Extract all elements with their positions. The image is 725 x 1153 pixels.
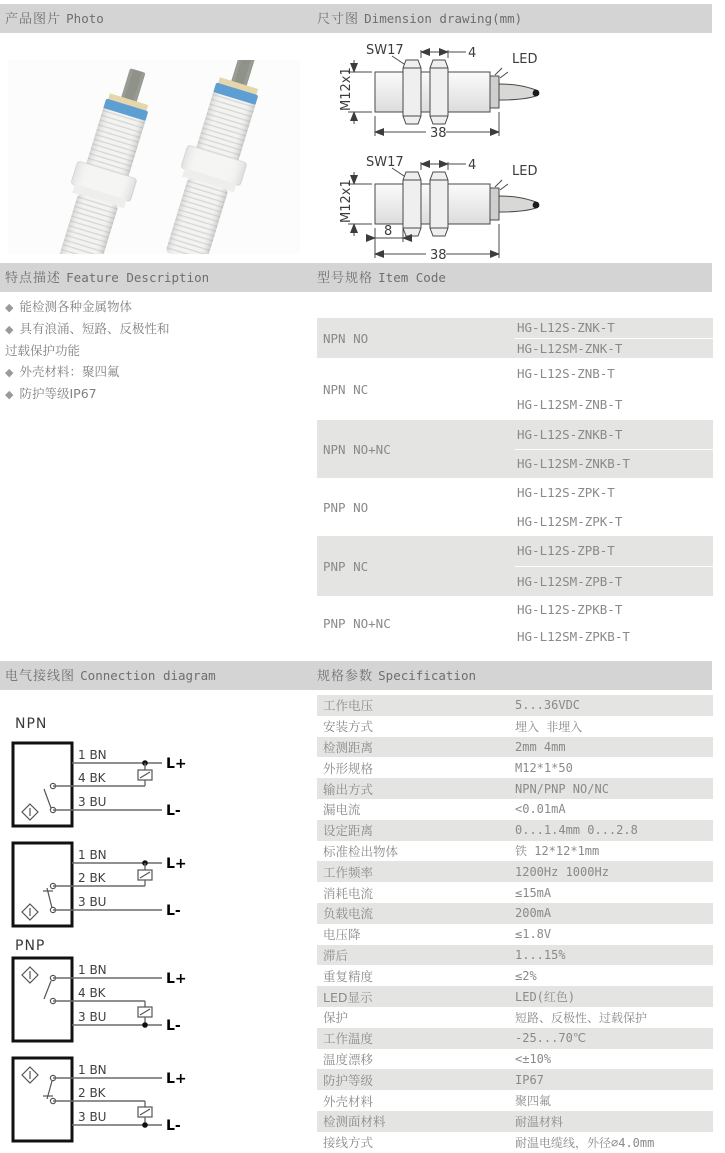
spec-label: 工作温度 bbox=[323, 1031, 374, 1047]
wire-label-2bk: 2 BK bbox=[78, 871, 106, 885]
specification-header-en: Specification bbox=[378, 668, 476, 683]
specification-header bbox=[317, 661, 476, 691]
spec-row bbox=[317, 1028, 713, 1049]
spec-row bbox=[317, 799, 713, 820]
l-plus-label: L+ bbox=[166, 971, 187, 987]
photo-header bbox=[5, 4, 104, 34]
spec-row bbox=[317, 1049, 713, 1070]
spec-row bbox=[317, 716, 713, 737]
spec-label: 外形规格 bbox=[323, 760, 374, 776]
spec-label: 重复精度 bbox=[323, 968, 374, 984]
item-code-row bbox=[317, 358, 713, 420]
item-code: HG-L12S-ZPB-T bbox=[517, 543, 615, 559]
feature-header-en: Feature Description bbox=[66, 270, 210, 285]
led-label-2: LED bbox=[512, 164, 538, 179]
item-code: HG-L12S-ZNB-T bbox=[517, 366, 615, 381]
diamond-bullet-icon: ◆ bbox=[5, 301, 14, 314]
spec-row bbox=[317, 841, 713, 862]
item-code: HG-L12SM-ZNK-T bbox=[515, 338, 713, 359]
pnp-nc-diagram bbox=[6, 1055, 196, 1147]
pnp-no-diagram bbox=[6, 955, 196, 1047]
feature-text: 防护等级IP67 bbox=[19, 386, 97, 401]
feature-header bbox=[5, 263, 209, 293]
spec-value: 耐温电缆线，外径∅4.0mm bbox=[515, 1135, 655, 1150]
spec-value: 铁 12*12*1mm bbox=[515, 844, 600, 859]
item-code-table bbox=[317, 318, 713, 650]
wire-label-2bk: 2 BK bbox=[78, 1086, 106, 1100]
connection-header-en: Connection diagram bbox=[80, 668, 216, 683]
wire-label-1bn: 1 BN bbox=[78, 748, 107, 762]
item-code-row bbox=[317, 420, 713, 478]
item-code: HG-L12S-ZNK-T bbox=[517, 320, 615, 336]
item-code-row bbox=[317, 478, 713, 536]
spec-row bbox=[317, 737, 713, 758]
spec-label: 负载电流 bbox=[323, 906, 374, 922]
spec-row bbox=[317, 1111, 713, 1132]
feature-item bbox=[5, 296, 305, 318]
spec-value: 短路、反极性、过载保护 bbox=[515, 1010, 648, 1025]
pnp-section-label: PNP bbox=[15, 938, 46, 954]
output-type: PNP NC bbox=[323, 558, 369, 574]
header-bar-top bbox=[0, 4, 712, 33]
npn-no-diagram bbox=[6, 740, 196, 832]
feature-item bbox=[5, 318, 305, 340]
spec-value: -25...70℃ bbox=[515, 1031, 587, 1046]
dimension-drawing-graphic bbox=[340, 38, 720, 260]
spec-value: ≤15mA bbox=[515, 885, 552, 900]
spec-label: 检测面材料 bbox=[323, 1114, 386, 1130]
sensor-photo-graphic bbox=[8, 60, 300, 254]
spec-row bbox=[317, 861, 713, 882]
spec-label: LED显示 bbox=[323, 989, 373, 1005]
spec-value: <0.01mA bbox=[515, 802, 566, 817]
length-dim-2: 38 bbox=[430, 248, 447, 260]
spec-label: 漏电流 bbox=[323, 802, 361, 818]
diamond-bullet-icon: ◆ bbox=[5, 323, 14, 336]
item-code: HG-L12SM-ZPK-T bbox=[517, 514, 623, 529]
output-type: NPN NO+NC bbox=[323, 441, 391, 457]
spec-row bbox=[317, 965, 713, 986]
spec-label: 标准检出物体 bbox=[323, 843, 399, 859]
spec-value: 埋入 非埋入 bbox=[515, 719, 583, 734]
spec-row bbox=[317, 695, 713, 716]
nut-width-dim-1: 4 bbox=[468, 46, 477, 61]
feature-item bbox=[5, 361, 305, 383]
item-code-row bbox=[317, 318, 713, 358]
spec-label: 输出方式 bbox=[323, 781, 374, 797]
spec-value: ≤2% bbox=[515, 968, 537, 983]
spec-value: 0...1.4mm 0...2.8 bbox=[515, 823, 638, 838]
dimension-header bbox=[317, 4, 522, 34]
spec-row bbox=[317, 778, 713, 799]
spec-value: 5...36VDC bbox=[515, 698, 581, 713]
item-code-header bbox=[317, 263, 446, 293]
spec-value: ≤1.8V bbox=[515, 927, 552, 942]
led-label-1: LED bbox=[512, 52, 538, 67]
spec-value: 1...15% bbox=[515, 947, 566, 962]
spec-value: 耐温材料 bbox=[515, 1114, 564, 1129]
item-code-row bbox=[317, 596, 713, 650]
wire-label-3bu: 3 BU bbox=[78, 1110, 107, 1124]
l-plus-label: L+ bbox=[166, 1071, 187, 1087]
wire-label-1bn: 1 BN bbox=[78, 848, 107, 862]
product-photo bbox=[8, 60, 300, 254]
diamond-bullet-icon: ◆ bbox=[5, 388, 14, 401]
spec-label: 工作频率 bbox=[323, 864, 374, 880]
item-code-row bbox=[317, 536, 713, 596]
length-dim-1: 38 bbox=[430, 126, 447, 141]
spec-label: 接线方式 bbox=[323, 1135, 374, 1151]
spec-label: 防护等级 bbox=[323, 1072, 374, 1088]
spec-row bbox=[317, 945, 713, 966]
spec-label: 保护 bbox=[323, 1010, 349, 1026]
spec-value: 聚四氟 bbox=[515, 1094, 552, 1109]
spec-row bbox=[317, 882, 713, 903]
sw17-label-2: SW17 bbox=[366, 155, 404, 170]
dimension-drawing-2 bbox=[340, 155, 539, 260]
feature-list bbox=[5, 296, 305, 405]
l-minus-label: L- bbox=[166, 1018, 181, 1034]
spec-label: 电压降 bbox=[323, 927, 361, 943]
spec-row bbox=[317, 1069, 713, 1090]
spec-value: <±10% bbox=[515, 1051, 552, 1066]
dimension-header-zh: 尺寸图 bbox=[317, 12, 360, 27]
wire-label-3bu: 3 BU bbox=[78, 1010, 107, 1024]
l-plus-label: L+ bbox=[166, 856, 187, 872]
feature-item-continuation bbox=[5, 340, 305, 361]
specification-header-zh: 规格参数 bbox=[317, 669, 374, 684]
feature-text: 具有浪涌、短路、反极性和 bbox=[19, 321, 170, 336]
thread-dim-2: M12x1 bbox=[340, 179, 354, 223]
wire-label-3bu: 3 BU bbox=[78, 895, 107, 909]
feature-text: 过载保护功能 bbox=[5, 343, 81, 358]
output-type: PNP NO bbox=[323, 499, 369, 515]
spec-row bbox=[317, 820, 713, 841]
spec-label: 外壳材料 bbox=[323, 1093, 374, 1109]
item-code: HG-L12S-ZNKB-T bbox=[517, 426, 623, 442]
feature-item bbox=[5, 383, 305, 405]
diamond-bullet-icon: ◆ bbox=[5, 366, 14, 379]
spec-row bbox=[317, 924, 713, 945]
wire-label-1bn: 1 BN bbox=[78, 963, 107, 977]
spec-label: 工作电压 bbox=[323, 698, 374, 714]
l-minus-label: L- bbox=[166, 1118, 181, 1134]
thread-dim-1: M12x1 bbox=[340, 67, 354, 111]
connection-header-zh: 电气接线图 bbox=[5, 669, 76, 684]
item-code-header-en: Item Code bbox=[378, 270, 446, 285]
l-minus-label: L- bbox=[166, 903, 181, 919]
spec-value: LED(红色) bbox=[515, 990, 576, 1005]
spec-label: 安装方式 bbox=[323, 719, 374, 735]
dimension-drawing-1 bbox=[340, 43, 539, 141]
spec-label: 消耗电流 bbox=[323, 885, 374, 901]
item-code: HG-L12SM-ZNB-T bbox=[517, 397, 623, 412]
spec-row bbox=[317, 986, 713, 1007]
sw17-label-1: SW17 bbox=[366, 43, 404, 58]
spec-label: 温度漂移 bbox=[323, 1051, 374, 1067]
feature-header-zh: 特点描述 bbox=[5, 271, 62, 286]
item-code: HG-L12SM-ZPB-T bbox=[515, 566, 713, 597]
spec-label: 滞后 bbox=[323, 947, 349, 963]
dimension-drawing bbox=[340, 38, 720, 264]
output-type: PNP NO+NC bbox=[323, 615, 391, 631]
spec-value: 1200Hz 1000Hz bbox=[515, 864, 609, 879]
header-bar-bottom bbox=[0, 661, 712, 690]
npn-nc-diagram bbox=[6, 840, 196, 932]
spec-label: 设定距离 bbox=[323, 823, 374, 839]
spec-row bbox=[317, 1132, 713, 1153]
nut-width-dim-2: 4 bbox=[468, 158, 477, 173]
connection-header bbox=[5, 661, 216, 691]
item-code: HG-L12S-ZPK-T bbox=[517, 485, 615, 500]
spec-value: 200mA bbox=[515, 906, 552, 921]
wire-label-4bk: 4 BK bbox=[78, 986, 106, 1000]
item-code: HG-L12S-ZPKB-T bbox=[517, 602, 623, 617]
item-code: HG-L12SM-ZPKB-T bbox=[517, 629, 630, 644]
photo-header-en: Photo bbox=[66, 11, 104, 26]
feature-text: 外壳材料：聚四氟 bbox=[19, 364, 120, 379]
photo-header-zh: 产品图片 bbox=[5, 12, 62, 27]
specification-table bbox=[317, 695, 713, 1153]
feature-text: 能检测各种金属物体 bbox=[19, 299, 132, 314]
output-type: NPN NC bbox=[323, 381, 369, 397]
spec-value: 2mm 4mm bbox=[515, 739, 566, 754]
npn-section-label: NPN bbox=[15, 716, 48, 732]
l-minus-label: L- bbox=[166, 803, 181, 819]
spec-value: NPN/PNP NO/NC bbox=[515, 781, 609, 796]
item-code-header-zh: 型号规格 bbox=[317, 271, 374, 286]
spec-value: M12*1*50 bbox=[515, 760, 573, 775]
item-code: HG-L12SM-ZNKB-T bbox=[515, 449, 713, 479]
spec-row bbox=[317, 1090, 713, 1111]
tip-dim-2: 8 bbox=[384, 224, 393, 239]
header-bar-middle bbox=[0, 263, 712, 292]
wire-label-1bn: 1 BN bbox=[78, 1063, 107, 1077]
spec-row bbox=[317, 903, 713, 924]
spec-row bbox=[317, 1007, 713, 1028]
l-plus-label: L+ bbox=[166, 756, 187, 772]
output-type: NPN NO bbox=[323, 330, 369, 346]
wire-label-4bk: 4 BK bbox=[78, 771, 106, 785]
spec-row bbox=[317, 757, 713, 778]
dimension-header-en: Dimension drawing(mm) bbox=[364, 11, 523, 26]
spec-value: IP67 bbox=[515, 1072, 544, 1087]
wire-label-3bu: 3 BU bbox=[78, 795, 107, 809]
spec-label: 检测距离 bbox=[323, 739, 374, 755]
